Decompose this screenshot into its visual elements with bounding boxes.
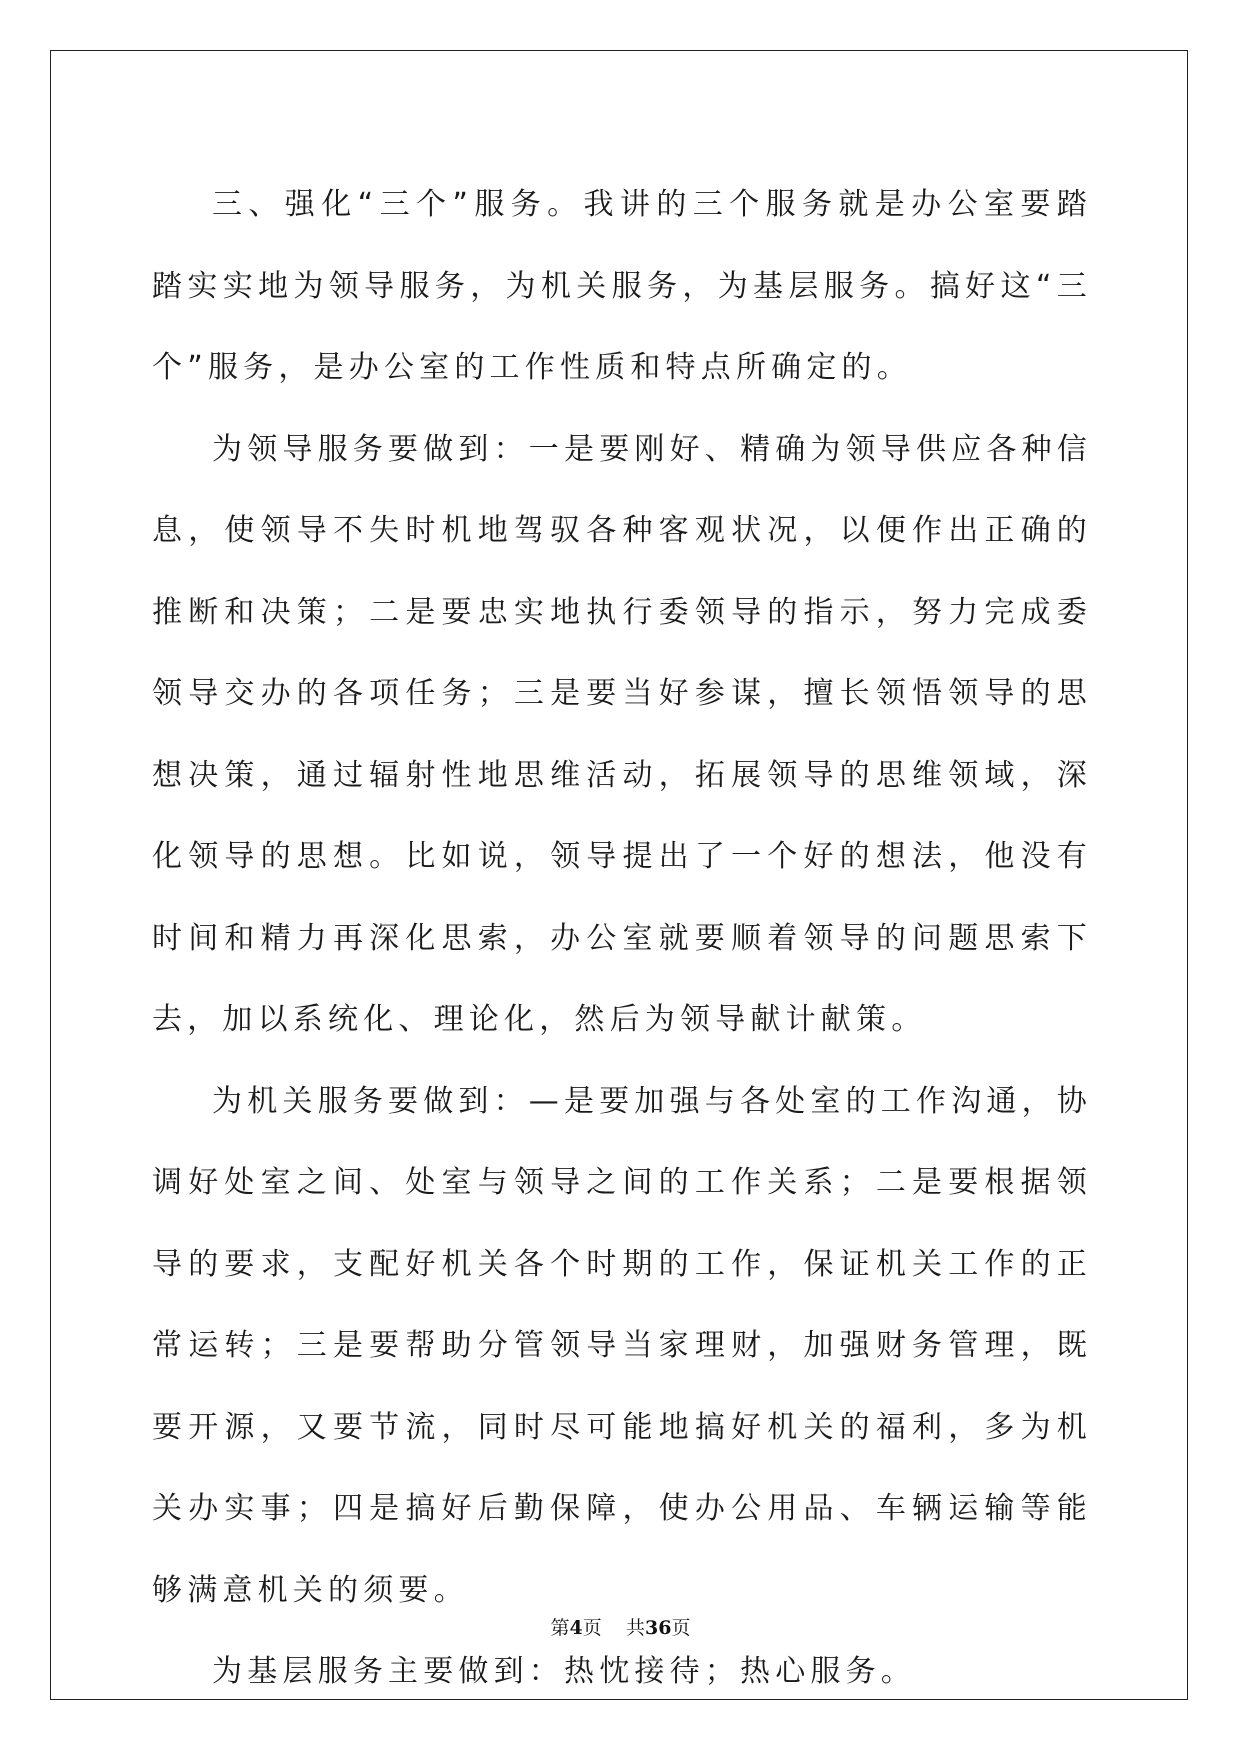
current-page-number: 4 (569, 1617, 583, 1639)
paragraph-three-services: 三、强化“三个”服务。我讲的三个服务就是办公室要踏踏实实地为领导服务，为机关服务，为基层服务。搞好这“三个”服务，是办公室的工作性质和特点所确定的。 (152, 187, 1092, 385)
paragraph-serve-grassroots: 为基层服务主要做到：热忱接待；热心服务。 (212, 1654, 916, 1689)
paragraph-serve-leaders: 为领导服务要做到：一是要刚好、精确为领导供应各种信息，使领导不失时机地驾驭各种客观状况，以便作出正确的推断和决策；二是要忠实地执行委领导的指示，努力完成委领导交办的各项任务；三是要当好参谋，擅长领悟领导的思想决策，通过辐射性地思维活动，拓展领导的思维领域，深化领导的思想。比如说，领导提出了一个好的想法，他没有时间和精力再深化思索，办公室就要顺着领导的问题思索下去，加以系统化、理论化，然后为领导献计献策。 (152, 431, 1092, 1037)
footer-total-suffix: 页 (671, 1617, 691, 1639)
page-footer (0, 1613, 1241, 1640)
footer-page-suffix: 页 (582, 1617, 602, 1639)
footer-total-prefix: 共 (625, 1617, 645, 1639)
paragraph-serve-organs: 为机关服务要做到：—是要加强与各处室的工作沟通，协调好处室之间、处室与领导之间的工作关系；二是要根据领导的要求，支配好机关各个时期的工作，保证机关工作的正常运转；三是要帮助分管领导当家理财，加强财务管理，既要开源，又要节流，同时尽可能地搞好机关的福利，多为机关办实事；四是搞好后勤保障，使办公用品、车辆运输等能够满意机关的须要。 (152, 1083, 1092, 1608)
document-body (152, 164, 1092, 1713)
footer-prefix: 第 (550, 1617, 570, 1639)
total-page-number: 36 (644, 1617, 672, 1639)
